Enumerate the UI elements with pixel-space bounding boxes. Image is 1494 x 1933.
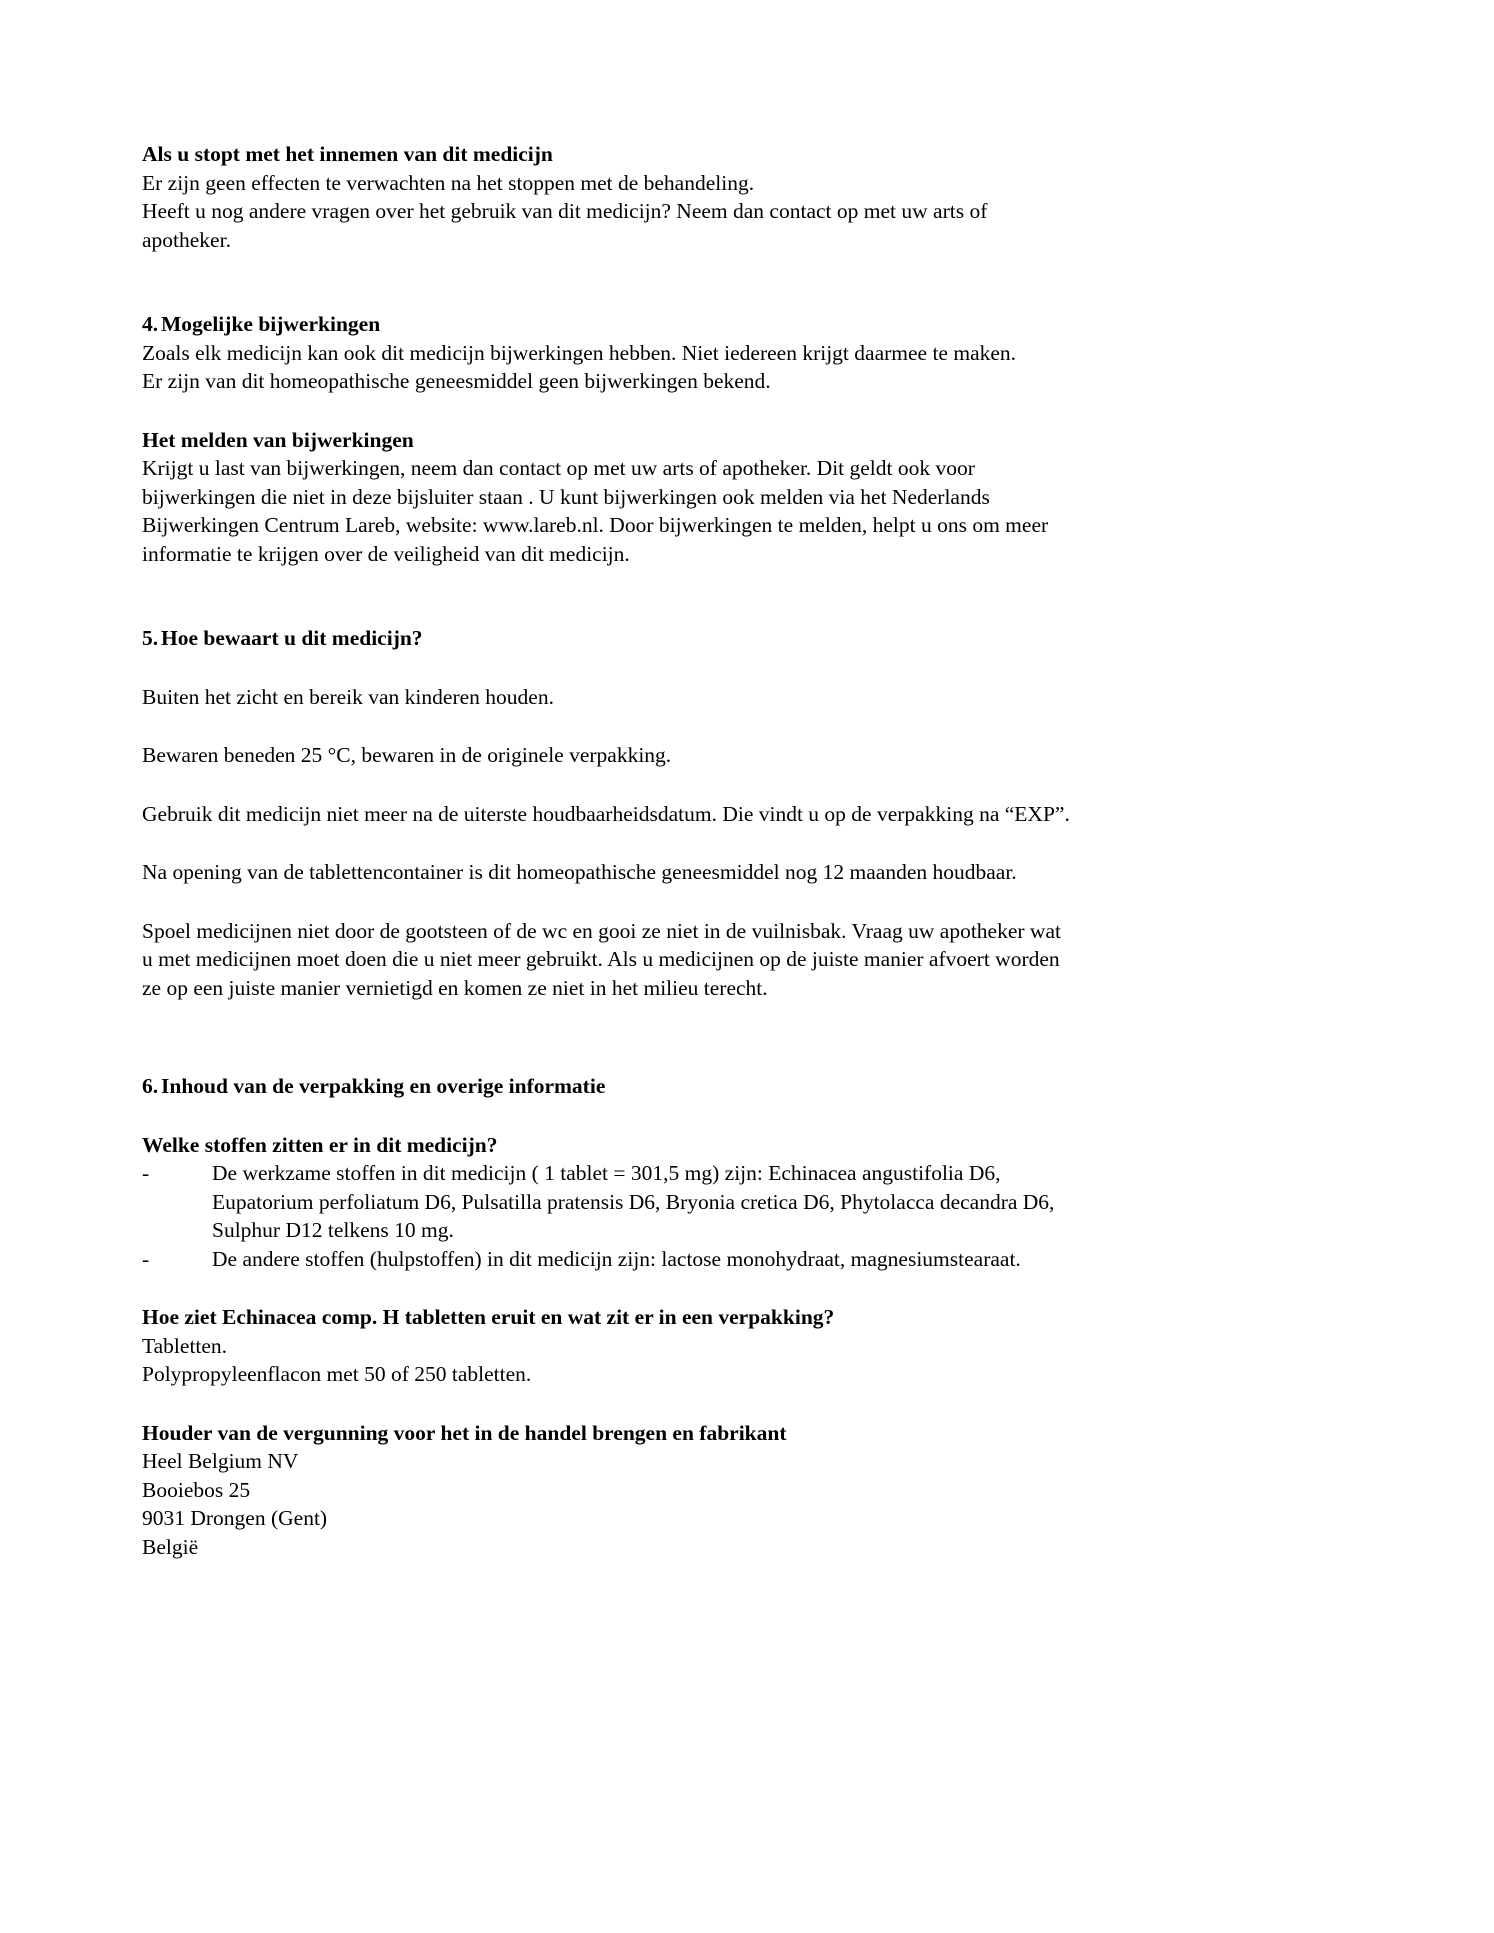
spacer (142, 1273, 1072, 1303)
section-4-number: 4. (142, 312, 159, 336)
spacer (142, 653, 1072, 683)
bullet-marker: - (142, 1246, 150, 1271)
paragraph-stop-line2: Heeft u nog andere vragen over het gebruik van dit medicijn? Neem dan contact op met uw arts of apotheker. (142, 199, 988, 252)
bullet-marker: - (142, 1161, 150, 1185)
spacer (142, 770, 1072, 800)
address-line-company: Heel Belgium NV (142, 1449, 299, 1473)
heading-section-6 (142, 1072, 1072, 1101)
paragraph-s5-p4: Na opening van de tablettencontainer is dit homeopathische geneesmiddel nog 12 maanden houdbaar. (142, 860, 1017, 884)
spacer (142, 1389, 1072, 1419)
spacer (142, 1101, 1072, 1131)
heading-section-4 (142, 310, 1072, 339)
spacer (142, 887, 1072, 917)
address-line-street: Booiebos 25 (142, 1477, 251, 1502)
section-6-number: 6. (142, 1074, 159, 1098)
heading-hoe-ziet-eruit: Hoe ziet Echinacea comp. H tabletten eruit en wat zit er in een verpakking? (142, 1305, 835, 1329)
paragraph-s5-p5: Spoel medicijnen niet door de gootsteen of de wc en gooi ze niet in de vuilnisbak. Vraag uw apotheker wat u met medicijnen moet doen die u niet meer gebruikt. Als u medicijnen op de juiste manier afvoert worden ze op een juiste manier vernietigd en komen ze niet in het milieu terecht. (142, 918, 1061, 1000)
paragraph-uiterlijk-line1: Tabletten. (142, 1333, 228, 1358)
section-6-title: Inhoud van de verpakking en overige informatie (161, 1074, 606, 1098)
heading-houder-vergunning: Houder van de vergunning voor het in de handel brengen en fabrikant (142, 1420, 787, 1445)
spacer (142, 828, 1072, 858)
section-5-title: Hoe bewaart u dit medicijn? (161, 626, 423, 650)
spacer (142, 711, 1072, 741)
heading-melden-bijwerkingen: Het melden van bijwerkingen (142, 427, 414, 452)
paragraph-s5-p1: Buiten het zicht en bereik van kinderen houden. (142, 684, 554, 709)
leaflet-content (142, 140, 1072, 1561)
spacer (142, 1002, 1072, 1058)
list-item (142, 1245, 1072, 1274)
paragraph-s5-p3: Gebruik dit medicijn niet meer na de uiterste houdbaarheidsdatum. Die vindt u op de verpakking na “EXP”. (142, 801, 1070, 826)
spacer (142, 1058, 1072, 1072)
heading-welke-stoffen: Welke stoffen zitten er in dit medicijn? (142, 1132, 498, 1157)
paragraph-uiterlijk-line2: Polypropyleenflacon met 50 of 250 tabletten. (142, 1362, 532, 1386)
spacer (142, 568, 1072, 624)
spacer (142, 254, 1072, 310)
list-item-text: De werkzame stoffen in dit medicijn ( 1 tablet = 301,5 mg) zijn: Echinacea angustifolia D6, Eupatorium perfoliatum D6, Pulsatilla pratensis D6, Bryonia cretica D6, Phytolacca decandra D6, Sulphur D12 telkens 10 mg. (212, 1161, 1055, 1242)
spacer (142, 396, 1072, 426)
section-4-title: Mogelijke bijwerkingen (161, 312, 381, 336)
paragraph-s5-p2: Bewaren beneden 25 °C, bewaren in de originele verpakking. (142, 743, 672, 767)
list-item-text: De andere stoffen (hulpstoffen) in dit medicijn zijn: lactose monohydraat, magnesiumstearaat. (212, 1246, 1021, 1271)
section-5-number: 5. (142, 626, 159, 650)
list-item (142, 1159, 1072, 1245)
heading-section-5 (142, 624, 1072, 653)
paragraph-s4-line1: Zoals elk medicijn kan ook dit medicijn bijwerkingen hebben. Niet iedereen krijgt daarmee te maken. (142, 340, 1017, 365)
heading-stop-met-innemen: Als u stopt met het innemen van dit medicijn (142, 142, 553, 166)
address-line-country: België (142, 1534, 199, 1559)
paragraph-melden-body: Krijgt u last van bijwerkingen, neem dan contact op met uw arts of apotheker. Dit geldt ook voor bijwerkingen die niet in deze bijsluiter staan . U kunt bijwerkingen ook melden via het Nederlands Bijwerkingen Centrum Lareb, website: www.lareb.nl. Door bijwerkingen te melden, helpt u ons om meer informatie te krijgen over de veiligheid van dit medicijn. (142, 456, 1049, 566)
paragraph-stop-line1: Er zijn geen effecten te verwachten na het stoppen met de behandeling. (142, 170, 755, 195)
address-line-city: 9031 Drongen (Gent) (142, 1506, 328, 1530)
paragraph-s4-line2: Er zijn van dit homeopathische geneesmiddel geen bijwerkingen bekend. (142, 369, 771, 393)
